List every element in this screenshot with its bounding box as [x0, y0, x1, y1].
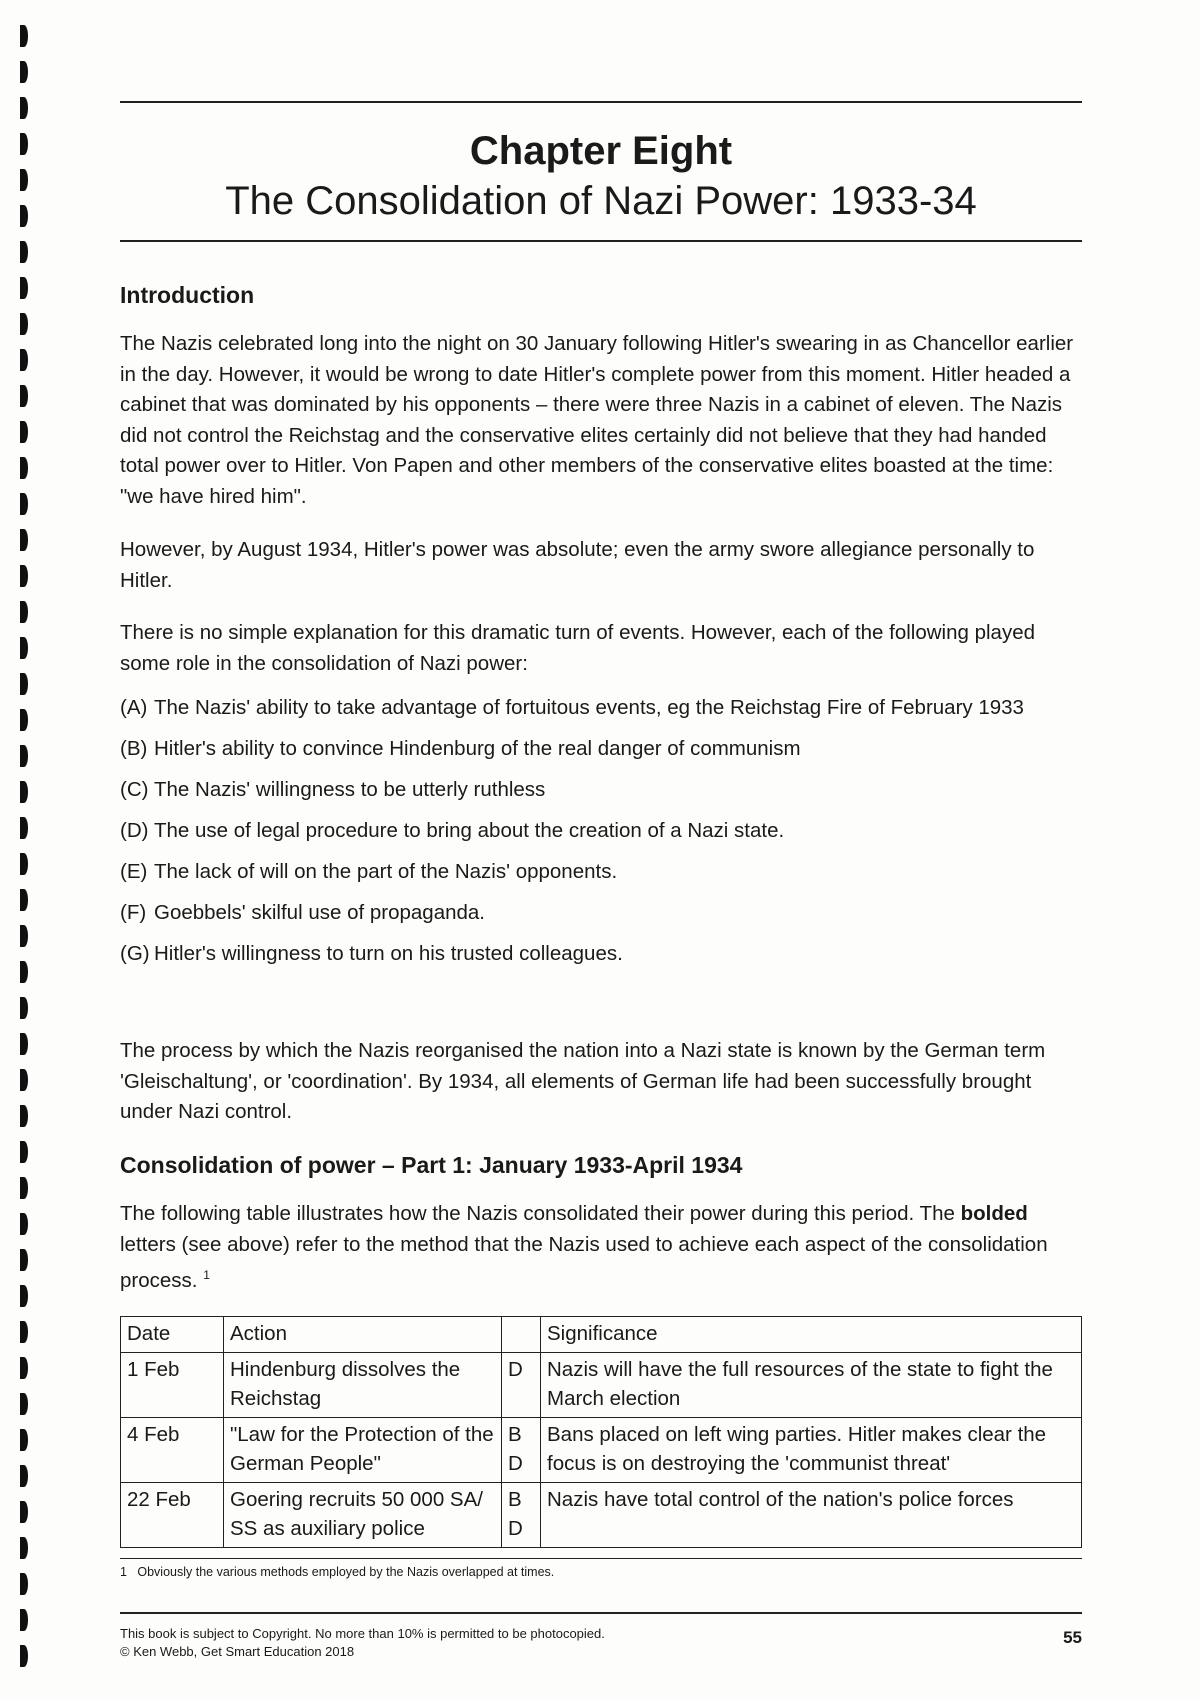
footnote — [120, 1565, 554, 1579]
list-text: Hitler's willingness to turn on his trusted colleagues. — [154, 942, 623, 965]
binding-hole — [20, 277, 28, 299]
binding-hole — [20, 1033, 28, 1055]
list-letter: (D) — [120, 819, 149, 842]
binding-hole — [20, 1285, 28, 1307]
binding-hole — [20, 1609, 28, 1631]
footnote-number: 1 — [120, 1565, 127, 1579]
binding-hole — [20, 493, 28, 515]
introduction-paragraph-2: However, by August 1934, Hitler's power was absolute; even the army swore allegiance personally to Hitler. — [120, 538, 1035, 592]
list-text: The use of legal procedure to bring about the creation of a Nazi state. — [154, 819, 785, 842]
introduction-heading: Introduction — [120, 282, 255, 308]
list-item — [120, 817, 1082, 845]
list-letter: (B) — [120, 737, 148, 760]
binding-hole — [20, 529, 28, 551]
table-row — [121, 1483, 1082, 1548]
list-item — [120, 899, 1082, 927]
table-cell-date: 22 Feb — [121, 1483, 224, 1548]
binding-hole — [20, 1213, 28, 1235]
footnote-rule — [120, 1558, 1082, 1559]
table-header-row — [121, 1317, 1082, 1353]
binding-hole — [20, 601, 28, 623]
binding-hole — [20, 1465, 28, 1487]
binding-hole — [20, 1141, 28, 1163]
binding-hole — [20, 1249, 28, 1271]
table-cell-significance: Nazis will have the full resources of the state to fight the March election — [541, 1353, 1082, 1418]
list-item — [120, 940, 1082, 968]
binding-hole — [20, 1105, 28, 1127]
footer-copyright — [120, 1625, 605, 1661]
table-cell-action: "Law for the Protection of the German People" — [224, 1418, 502, 1483]
list-text: Hitler's ability to convince Hindenburg of the real danger of communism — [154, 737, 801, 760]
binding-hole — [20, 709, 28, 731]
part1-intro-paragraph — [120, 1199, 1082, 1296]
header-rule-bottom — [120, 240, 1082, 242]
author-credit: © Ken Webb, Get Smart Education 2018 — [120, 1644, 355, 1659]
table-row — [121, 1418, 1082, 1483]
binding-hole — [20, 1357, 28, 1379]
binding-hole — [20, 133, 28, 155]
binding-hole — [20, 385, 28, 407]
binding-hole — [20, 1177, 28, 1199]
binding-hole — [20, 673, 28, 695]
binding-hole — [20, 241, 28, 263]
list-letter: (E) — [120, 860, 148, 883]
gleichschaltung-paragraph: The process by which the Nazis reorganised the nation into a Nazi state is known by the German term 'Gleischaltung', or 'coordination'. By 1934, all elements of German life had been successfully brought under Nazi control. — [120, 1039, 1046, 1123]
binding-hole — [20, 853, 28, 875]
binding-hole — [20, 961, 28, 983]
binding-hole — [20, 205, 28, 227]
column-header-action: Action — [224, 1317, 502, 1353]
table-cell-date: 1 Feb — [121, 1353, 224, 1418]
chapter-subtitle: The Consolidation of Nazi Power: 1933-34 — [225, 179, 977, 223]
column-header-method — [502, 1317, 541, 1353]
methods-list — [120, 694, 1082, 981]
binding-hole — [20, 817, 28, 839]
binding-hole — [20, 1429, 28, 1451]
binding-hole — [20, 1501, 28, 1523]
consolidation-table — [120, 1316, 1082, 1548]
part1-intro-text-b: letters (see above) refer to the method that the Nazis used to achieve each aspect of the consolidation process. — [120, 1232, 1048, 1292]
binding-hole — [20, 1573, 28, 1595]
binding-hole — [20, 745, 28, 767]
chapter-title: Chapter Eight — [469, 129, 733, 173]
binding-hole — [20, 1645, 28, 1667]
introduction-paragraph-3: There is no simple explanation for this dramatic turn of events. However, each of the following played some role in the consolidation of Nazi power: — [120, 621, 1036, 675]
table-cell-action: Goering recruits 50 000 SA/ SS as auxiliary police — [224, 1483, 502, 1548]
page-number: 55 — [1063, 1628, 1082, 1647]
list-letter: (G) — [120, 942, 150, 965]
binding-hole — [20, 565, 28, 587]
table-row — [121, 1353, 1082, 1418]
list-letter: (C) — [120, 778, 149, 801]
list-item — [120, 776, 1082, 804]
binding-hole — [20, 421, 28, 443]
introduction-paragraph-1: The Nazis celebrated long into the night on 30 January following Hitler's swearing in as Chancellor earlier in the day. However, it would be wrong to date Hitler's complete power from this moment. Hitler headed a cabinet that was dominated by his opponents – there were three Nazis in a cabinet of eleven. The Nazis did not control the Reichstag and the conservative elites certainly did not believe that they had handed total power over to Hitler. Von Papen and other members of the conservative elites boasted at the time: "we have hired him". — [120, 332, 1074, 508]
column-header-date: Date — [121, 1317, 224, 1353]
binding-hole — [20, 1393, 28, 1415]
binding-hole — [20, 1321, 28, 1343]
binding-hole — [20, 637, 28, 659]
binding-hole — [20, 169, 28, 191]
table-cell-date: 4 Feb — [121, 1418, 224, 1483]
bolded-word: bolded — [960, 1202, 1028, 1225]
table-cell-method: D — [502, 1353, 541, 1418]
list-text: The lack of will on the part of the Nazis' opponents. — [154, 860, 618, 883]
footnote-reference: 1 — [203, 1268, 210, 1282]
table-cell-significance: Nazis have total control of the nation's police forces — [541, 1483, 1082, 1548]
binding-hole — [20, 25, 28, 47]
binding-hole — [20, 1069, 28, 1091]
list-text: The Nazis' ability to take advantage of fortuitous events, eg the Reichstag Fire of February 1933 — [154, 696, 1024, 719]
column-header-significance: Significance — [541, 1317, 1082, 1353]
part1-heading: Consolidation of power – Part 1: January 1933-April 1934 — [120, 1152, 743, 1178]
header-rule-top — [120, 101, 1082, 103]
binding-hole — [20, 781, 28, 803]
list-item — [120, 694, 1082, 722]
footnote-text: Obviously the various methods employed by the Nazis overlapped at times. — [137, 1565, 555, 1579]
table-cell-method: B D — [502, 1483, 541, 1548]
table-cell-action: Hindenburg dissolves the Reichstag — [224, 1353, 502, 1418]
binding-hole — [20, 997, 28, 1019]
table-cell-significance: Bans placed on left wing parties. Hitler makes clear the focus is on destroying the 'communist threat' — [541, 1418, 1082, 1483]
list-letter: (A) — [120, 696, 148, 719]
list-item — [120, 735, 1082, 763]
list-item — [120, 858, 1082, 886]
binding-hole — [20, 313, 28, 335]
binding-hole — [20, 61, 28, 83]
binding-hole — [20, 889, 28, 911]
spiral-binding — [20, 25, 36, 1685]
table-cell-method: B D — [502, 1418, 541, 1483]
binding-hole — [20, 97, 28, 119]
footer-rule — [120, 1612, 1082, 1614]
binding-hole — [20, 1537, 28, 1559]
part1-intro-text-a: The following table illustrates how the Nazis consolidated their power during this period. The — [120, 1202, 955, 1225]
list-text: The Nazis' willingness to be utterly ruthless — [154, 778, 546, 801]
copyright-notice: This book is subject to Copyright. No more than 10% is permitted to be photocopied. — [120, 1626, 605, 1641]
binding-hole — [20, 349, 28, 371]
binding-hole — [20, 925, 28, 947]
list-text: Goebbels' skilful use of propaganda. — [154, 901, 485, 924]
binding-hole — [20, 457, 28, 479]
list-letter: (F) — [120, 901, 147, 924]
